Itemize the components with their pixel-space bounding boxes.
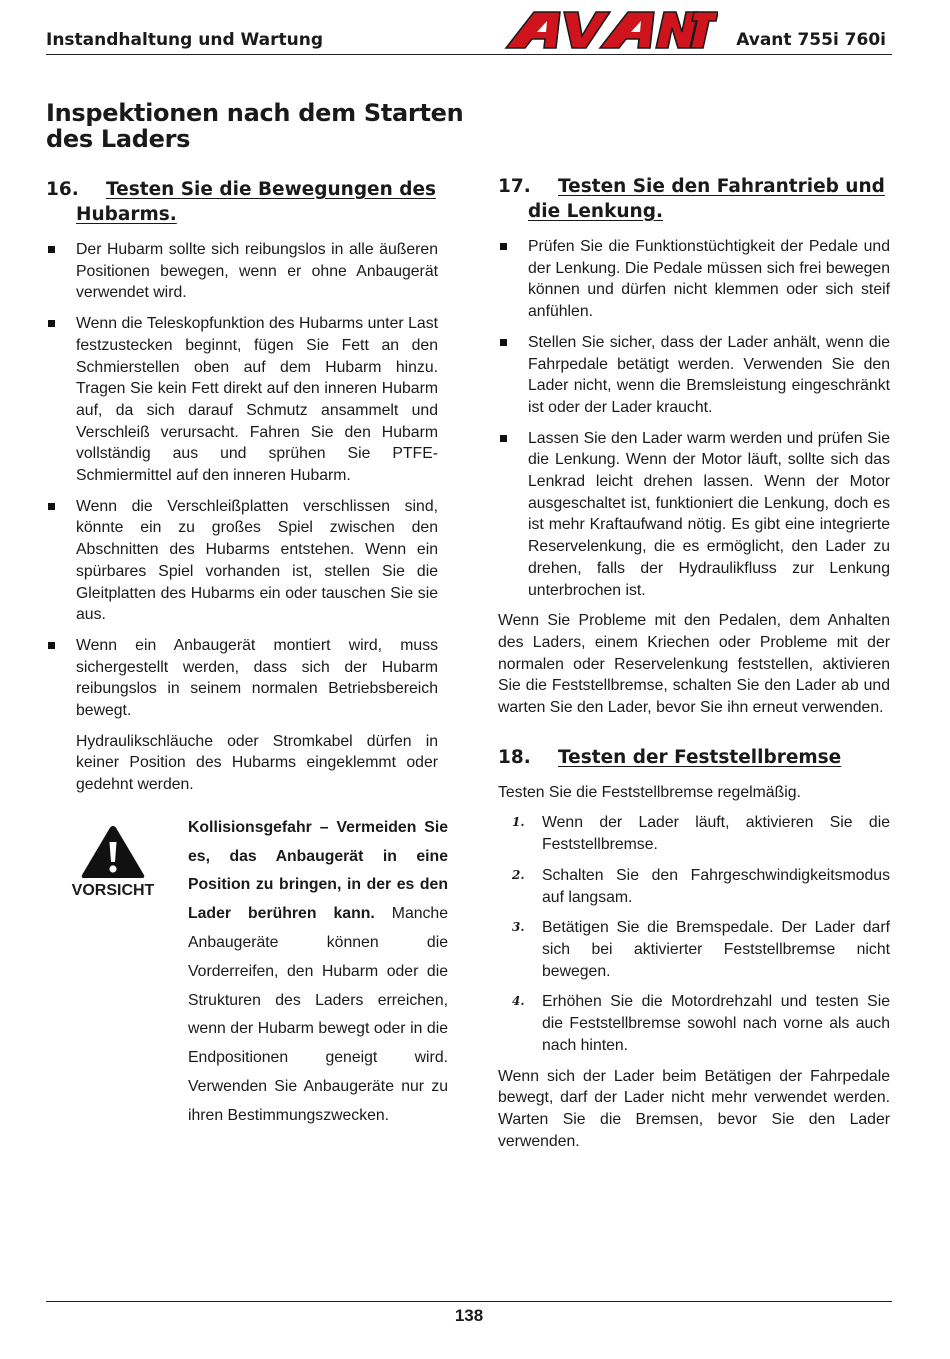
section-number: 18.: [498, 746, 531, 768]
list-item: [498, 812, 890, 855]
step-number: 4.: [512, 994, 525, 1009]
step-text: Wenn der Lader läuft, aktivieren Sie die Feststellbremse.: [542, 814, 890, 854]
step-text: Betätigen Sie die Bremspedale. Der Lader darf sich bei aktivierter Feststellbremse nicht bewegen.: [542, 919, 890, 980]
list-item: [46, 635, 438, 722]
step-text: Schalten Sie den Fahrgeschwindigkeitsmodus auf langsam.: [542, 866, 890, 906]
bullet-square-icon: [48, 642, 55, 649]
bullet-square-icon: [500, 435, 507, 442]
caution-bold-text: Kollisionsgefahr – Vermeiden Sie es, das Anbaugerät in eine Position zu bringen, in der es den Lader berühren kann.: [188, 818, 448, 923]
caution-sign: [68, 824, 158, 900]
page-header: [46, 0, 892, 55]
list-item-text: Prüfen Sie die Funktionstüchtigkeit der Pedale und der Lenkung. Die Pedale müssen sich frei bewegen können und dürfen nicht klemmen oder sich steif anfühlen.: [528, 238, 890, 321]
section-16-note: Hydraulikschläuche oder Stromkabel dürfen in keiner Position des Hubarms eingeklemmt oder gedehnt werden.: [76, 732, 438, 794]
caution-text: [188, 814, 448, 1131]
bullet-square-icon: [500, 243, 507, 250]
left-column: [46, 177, 448, 1134]
step-number: 1.: [512, 815, 525, 830]
section-title: Testen Sie den Fahrantrieb und die Lenkung.: [528, 176, 885, 222]
list-item: [498, 332, 890, 419]
step-number: 2.: [512, 867, 525, 882]
right-column: [498, 174, 890, 1161]
list-item: [46, 496, 438, 626]
list-item-text: Wenn ein Anbaugerät montiert wird, muss sichergestellt werden, dass sich der Hubarm reibungslos in seinem normalen Betriebsbereich bewegt.: [76, 636, 438, 720]
page-footer: [46, 1301, 892, 1325]
section-16-bullets: [46, 239, 438, 722]
section-18-intro: Testen Sie die Feststellbremse regelmäßig.: [498, 783, 801, 801]
list-item-text: Der Hubarm sollte sich reibungslos in alle äußeren Positionen bewegen, wenn er ohne Anbaugerät verwendet wird.: [76, 241, 438, 302]
bullet-square-icon: [48, 246, 55, 253]
avant-logo-icon: [504, 4, 718, 52]
section-18-outro: Wenn sich der Lader beim Betätigen der Fahrpedale bewegt, darf der Lader nicht mehr verwendet werden. Warten Sie die Bremsen, bevor Sie den Lader verwenden.: [498, 1067, 890, 1150]
list-item: [46, 313, 438, 487]
bullet-square-icon: [48, 320, 55, 327]
section-17-heading: [498, 174, 890, 224]
list-item-text: Wenn die Teleskopfunktion des Hubarms unter Last festzustecken beginnt, fügen Sie Fett an den Schmierstellen oben auf dem Hubarm hinzu. Tragen Sie kein Fett direkt auf den inneren Hubarm auf, da sich darauf Schmutz ansammelt und Verschleiß verursacht. Fahren Sie den Hubarm vollständig aus und sprühen Sie PTFE-Schmiermittel auf den inneren Hubarm.: [76, 315, 438, 485]
list-item: [498, 428, 890, 602]
list-item: [46, 239, 438, 304]
section-18-heading: [498, 745, 890, 770]
step-text: Erhöhen Sie die Motordrehzahl und testen Sie die Feststellbremse sowohl nach vorne als auch nach hinten.: [542, 993, 890, 1054]
list-item-text: Stellen Sie sicher, dass der Lader anhält, wenn die Fahrpedale betätigt werden. Verwenden Sie den Lader nicht, wenn die Bremsleistung eingeschränkt ist oder der Lader kraucht.: [528, 333, 890, 416]
page-number: 138: [454, 1306, 484, 1325]
list-item: [498, 236, 890, 323]
avant-logo: [504, 4, 718, 52]
list-item: [498, 865, 890, 908]
header-section-title: Instandhaltung und Wartung: [46, 30, 324, 50]
section-18-steps: [498, 812, 890, 1056]
list-item-text: Wenn die Verschleißplatten verschlissen sind, könnte ein zu großes Spiel zwischen den Abschnitten des Hubarms entstehen. Wenn ein spürbares Spiel vorhanden ist, stellen Sie die Gleitplatten des Hubarms ein oder tauschen Sie sie aus.: [76, 497, 438, 624]
caution-body-text: Manche Anbaugeräte können die Vorderreifen, den Hubarm oder die Strukturen des Laders erreichen, wenn der Hubarm bewegt oder in die Endpositionen geneigt wird. Verwenden Sie Anbaugeräte nur zu ihren Bestimmungszwecken.: [188, 905, 448, 1124]
section-16-heading: [46, 177, 438, 227]
page-title: Inspektionen nach dem Starten des Laders: [46, 99, 464, 153]
section-number: 16.: [46, 179, 79, 200]
caution-box: [46, 814, 450, 1134]
list-item: [498, 917, 890, 982]
section-number: 17.: [498, 176, 531, 197]
section-17-paragraph: Wenn Sie Probleme mit den Pedalen, dem Anhalten des Laders, einem Kriechen oder Probleme mit der normalen oder Reservelenkung feststellen, aktivieren Sie die Feststellbremse, schalten Sie den Lader ab und warten Sie den Lader, bevor Sie ihn erneut verwenden.: [498, 612, 890, 717]
bullet-square-icon: [500, 339, 507, 346]
section-17-bullets: [498, 236, 890, 601]
list-item-text: Lassen Sie den Lader warm werden und prüfen Sie die Lenkung. Wenn der Motor läuft, sollte sich das Lenkrad leicht drehen lassen. Wenn der Motor ausgeschaltet ist, funktioniert die Lenkung, doch es ist mehr Kraftaufwand nötig. Es gibt eine integrierte Reservelenkung, die es ermöglicht, den Lader zu drehen, falls der Hydraulikfluss zur Lenkung unterbrochen ist.: [528, 429, 890, 599]
warning-triangle-icon: [80, 824, 146, 880]
caution-label: VORSICHT: [71, 881, 155, 899]
bullet-square-icon: [48, 503, 55, 510]
list-item: [498, 991, 890, 1056]
header-model: Avant 755i 760i: [736, 30, 886, 50]
section-title: Testen Sie die Bewegungen des Hubarms.: [76, 179, 437, 225]
section-title: Testen der Feststellbremse: [558, 746, 842, 768]
step-number: 3.: [512, 920, 525, 935]
